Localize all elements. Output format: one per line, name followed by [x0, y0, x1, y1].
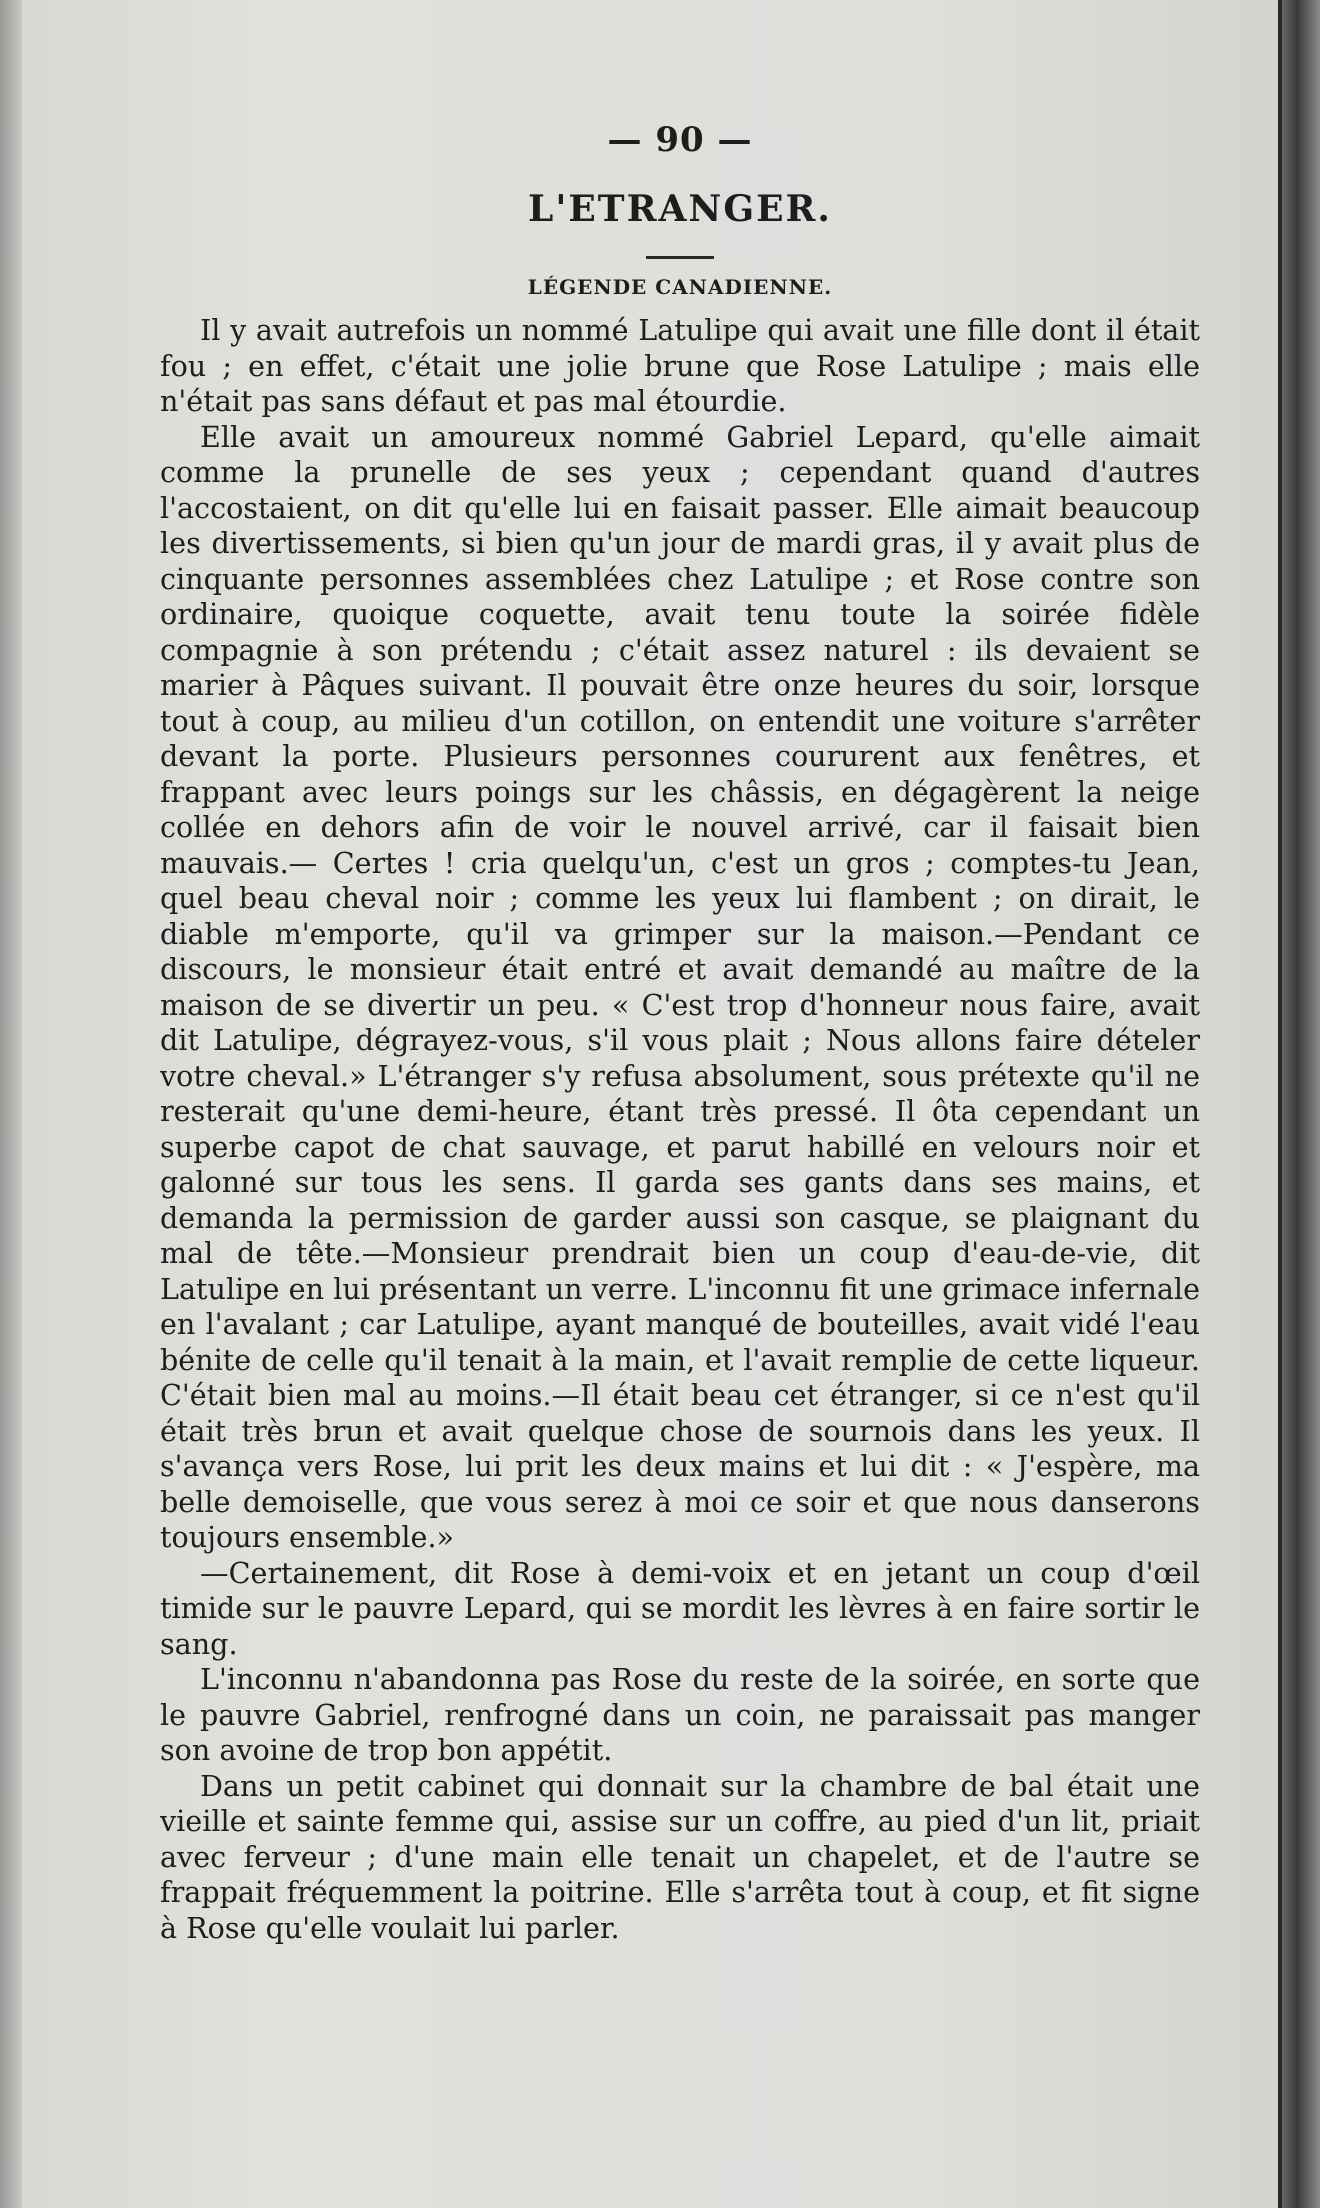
story-subtitle: LÉGENDE CANADIENNE.: [527, 275, 833, 299]
paragraph-3: —Certainement, dit Rose à demi-voix et en jetant un coup d'œil timide sur le pauvre Lepard, qui se mordit les lèvres à en faire sortir le sang.: [160, 1555, 1200, 1661]
binding-gutter: [1282, 0, 1320, 2208]
page-text-block: [160, 120, 1200, 1946]
page-left-edge: [0, 0, 22, 2208]
paragraph-1: Il y avait autrefois un nommé Latulipe qui avait une fille dont il était fou ; en effet, c'était une jolie brune que Rose Latulipe ; mais elle n'était pas sans défaut et pas mal étourdie.: [160, 313, 1200, 418]
page-number: — 90 —: [607, 120, 753, 160]
story-title: L'ETRANGER.: [528, 188, 832, 230]
paragraph-2: Elle avait un amoureux nommé Gabriel Lepard, qu'elle aimait comme la prunelle de ses yeux ; cependant quand d'autres l'accostaient, on dit qu'elle lui en faisait passer. Elle aimait beaucoup les divertissements, si bien qu'un jour de mardi gras, il y avait plus de cinquante personnes assemblées chez Latulipe ; et Rose contre son ordinaire, quoique coquette, avait tenu toute la soirée fidèle compagnie à son prétendu ; c'était assez naturel : ils devaient se marier à Pâques suivant. Il pouvait être onze heures du soir, lorsque tout à coup, au milieu d'un cotillon, on entendit une voiture s'arrêter devant la porte. Plusieurs personnes coururent aux fenêtres, et frappant avec leurs poings sur les châssis, en dégagèrent la neige collée en dehors afin de voir le nouvel arrivé, car il faisait bien mauvais.— Certes ! cria quelqu'un, c'est un gros ; comptes-tu Jean, quel beau cheval noir ; comme les yeux lui flambent ; on dirait, le diable m'emporte, qu'il va grimper sur la maison.—Pendant ce discours, le monsieur était entré et avait demandé au maître de la maison de se divertir un peu. « C'est trop d'honneur nous faire, avait dit Latulipe, dégrayez-vous, s'il vous plait ; Nous allons faire dételer votre cheval.» L'étranger s'y refusa absolument, sous prétexte qu'il ne resterait qu'une demi-heure, étant très pressé. Il ôta cependant un superbe capot de chat sauvage, et parut habillé en velours noir et galonné sur tous les sens. Il garda ses gants dans ses mains, et demanda la permission de garder aussi son casque, se plaignant du mal de tête.—Monsieur prendrait bien un coup d'eau-de-vie, dit Latulipe en lui présentant un verre. L'inconnu fit une grimace infernale en l'avalant ; car Latulipe, ayant manqué de bouteilles, avait vidé l'eau bénite de celle qu'il tenait à la main, et l'avait remplie de cette liqueur. C'était bien mal au moins.—Il était beau cet étranger, si ce n'est qu'il était très brun et avait quelque chose de sournois dans les yeux. Il s'avança vers Rose, lui prit les deux mains et lui dit : « J'espère, ma belle demoiselle, que vous serez à moi ce soir et que nous danserons toujours ensemble.»: [160, 419, 1200, 1554]
title-rule: [646, 256, 714, 259]
paragraph-4: L'inconnu n'abandonna pas Rose du reste de la soirée, en sorte que le pauvre Gabriel, renfrogné dans un coin, ne paraissait pas manger son avoine de trop bon appétit.: [160, 1662, 1200, 1767]
paragraph-5: Dans un petit cabinet qui donnait sur la chambre de bal était une vieille et sainte femme qui, assise sur un coffre, au pied d'un lit, priait avec ferveur ; d'une main elle tenait un chapelet, et de l'autre se frappait fréquemment la poitrine. Elle s'arrêta tout à coup, et fit signe à Rose qu'elle voulait lui parler.: [160, 1768, 1200, 1945]
